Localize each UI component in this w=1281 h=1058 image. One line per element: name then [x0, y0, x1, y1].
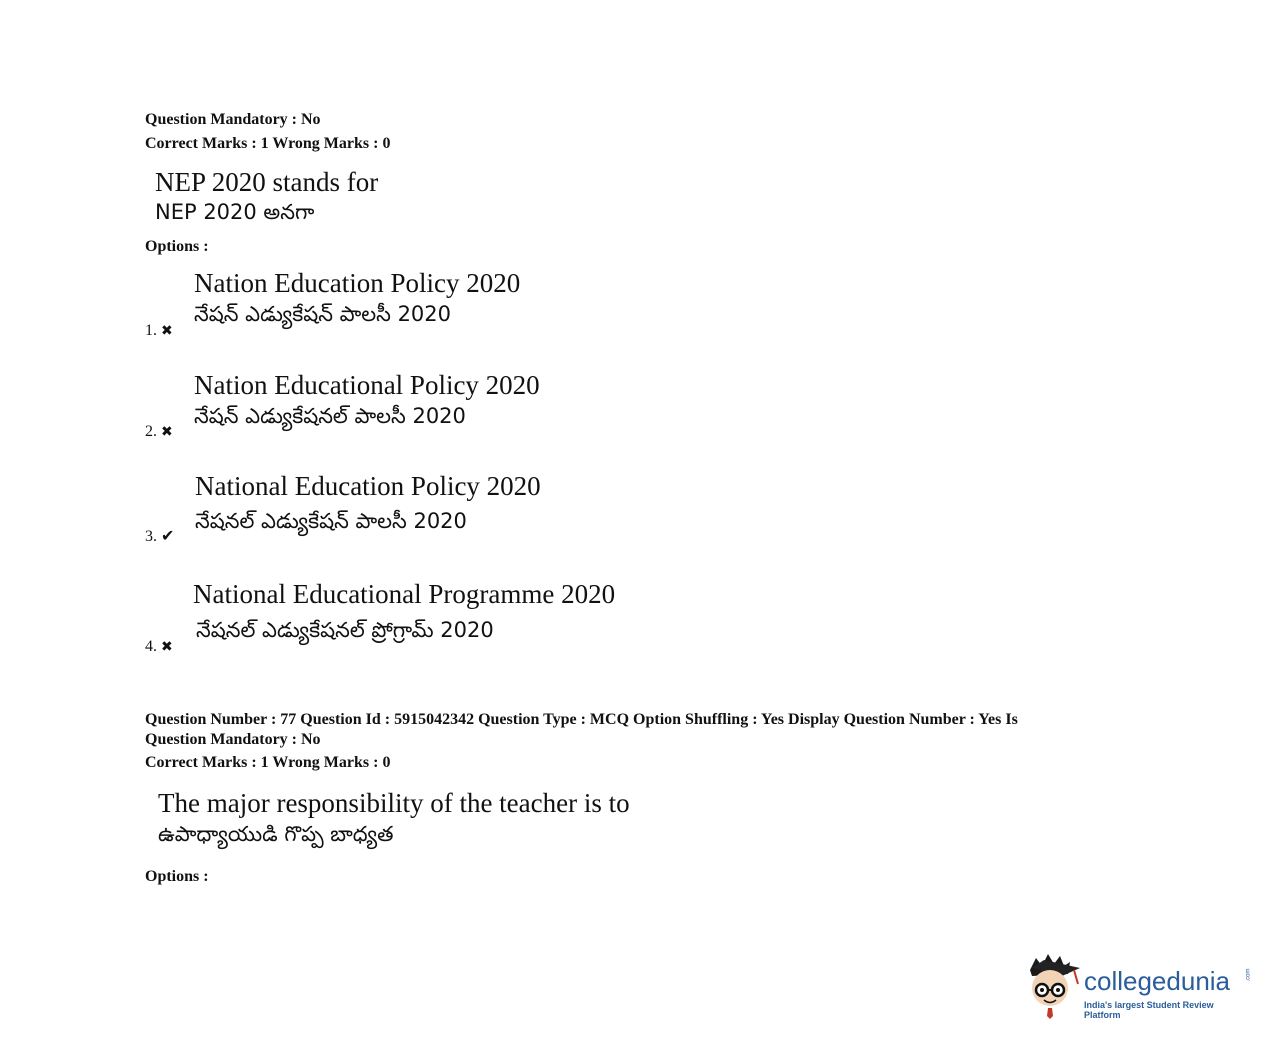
- q2-mandatory: Question Mandatory : No: [145, 731, 321, 748]
- cross-icon: ✖: [161, 324, 173, 339]
- logo-tagline: India's largest Student Review Platform: [1084, 1000, 1214, 1020]
- check-icon: ✔: [161, 528, 175, 545]
- cross-icon: ✖: [161, 640, 173, 655]
- q1-question-en: NEP 2020 stands for: [155, 167, 379, 197]
- option-3-number: [145, 528, 174, 546]
- option-3-num: 3.: [145, 528, 157, 545]
- q1-marks: Correct Marks : 1 Wrong Marks : 0: [145, 135, 391, 152]
- q2-marks: Correct Marks : 1 Wrong Marks : 0: [145, 754, 391, 771]
- option-1-te: నేషన్ ఎడ్యుకేషన్ పాలసీ 2020: [194, 302, 452, 326]
- logo-dotcom: .com: [1245, 968, 1252, 982]
- option-4-en: National Educational Programme 2020: [193, 579, 616, 609]
- q1-mandatory: Question Mandatory : No: [145, 111, 321, 128]
- q2-question-en: The major responsibility of the teacher is to: [158, 788, 630, 818]
- option-1-num: 1.: [145, 322, 157, 339]
- option-4-number: [145, 638, 173, 657]
- option-4-num: 4.: [145, 638, 157, 655]
- mascot-icon: [1022, 950, 1084, 1020]
- q1-options-label: Options :: [145, 238, 209, 255]
- option-2-number: [145, 423, 173, 442]
- option-4-te: నేషనల్ ఎడ్యుకేషనల్ ప్రోగ్రామ్ 2020: [196, 618, 494, 642]
- logo-brand-text: collegedunia: [1084, 966, 1231, 996]
- option-1-number: [145, 322, 173, 341]
- option-3-te: నేషనల్ ఎడ్యుకేషన్ పాలసీ 2020: [195, 509, 467, 533]
- collegedunia-logo: [1022, 950, 1252, 1020]
- option-2-en: Nation Educational Policy 2020: [194, 370, 540, 400]
- q1-question-te: NEP 2020 అనగా: [155, 200, 315, 224]
- option-1-en: Nation Education Policy 2020: [194, 268, 521, 298]
- q2-header: Question Number : 77 Question Id : 5915042342 Question Type : MCQ Option Shuffling : Yes Display Question Number : Yes Is: [145, 711, 1018, 728]
- q2-question-te: ఉపాధ్యాయుడి గొప్ప బాధ్యత: [158, 822, 394, 846]
- option-2-te: నేషన్ ఎడ్యుకేషనల్ పాలసీ 2020: [194, 404, 466, 428]
- option-2-num: 2.: [145, 423, 157, 440]
- cross-icon: ✖: [161, 425, 173, 440]
- q2-options-label: Options :: [145, 868, 209, 885]
- option-3-en: National Education Policy 2020: [195, 471, 541, 501]
